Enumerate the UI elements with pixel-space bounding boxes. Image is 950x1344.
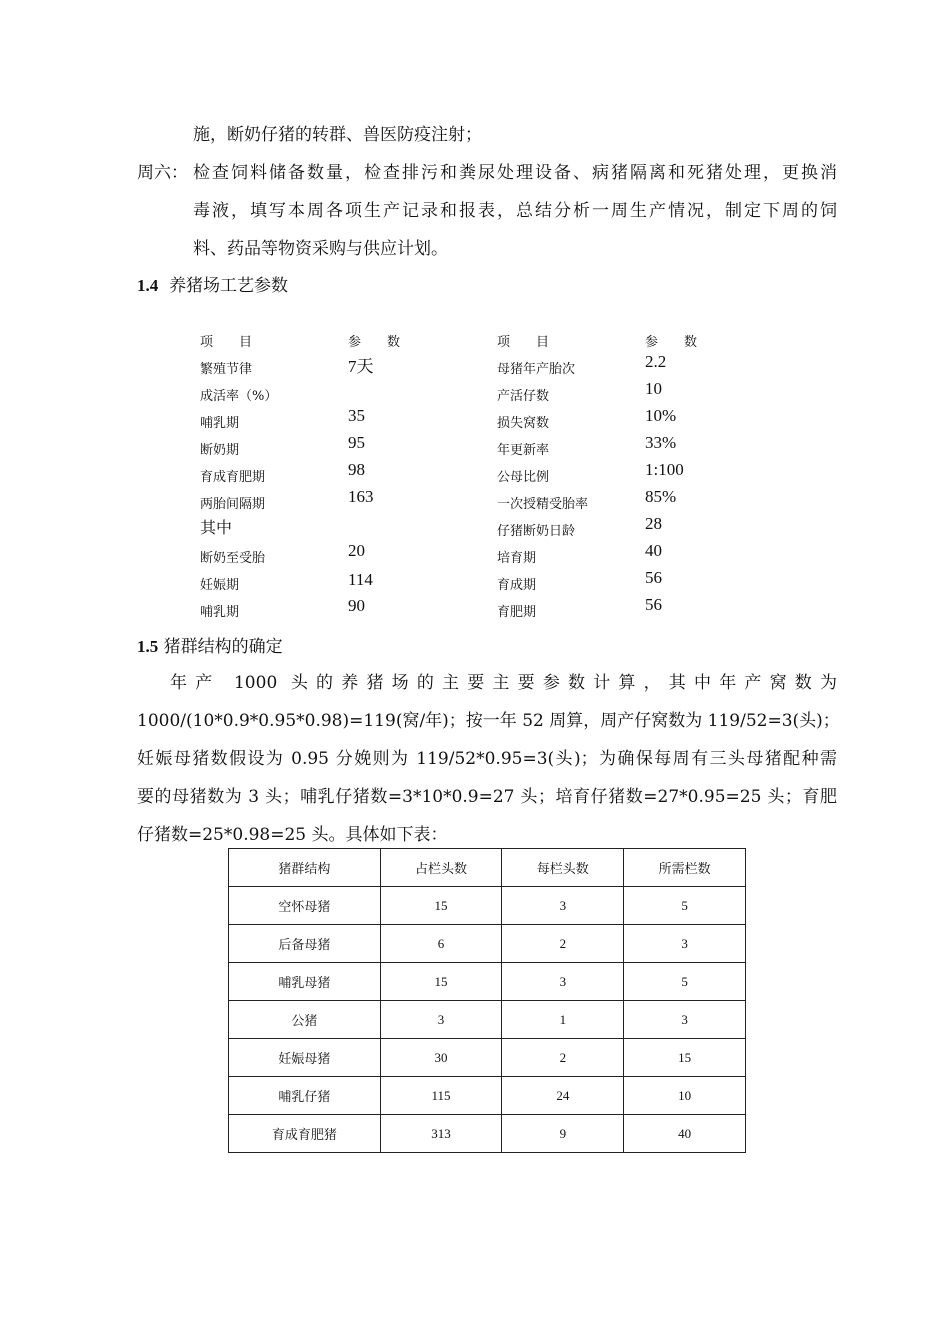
param-left-value: 35	[348, 406, 365, 425]
section-1-5-number: 1.5	[137, 637, 159, 656]
cell-per-pen: 3	[502, 963, 624, 1001]
cell-herd-type: 后备母猪	[229, 925, 381, 963]
section-1-5-heading	[137, 632, 283, 657]
param-left-label: 断奶至受胎	[200, 551, 266, 566]
param-header-value-right: 参 数	[645, 335, 698, 350]
section-1-4-heading	[137, 271, 288, 296]
cell-occupancy: 15	[380, 887, 502, 925]
para-line-2: 1000/(10*0.9*0.95*0.98)=119(窝/年)；按一年 52 周算，周产仔窝数为 119/52=3(头)；	[137, 711, 840, 731]
table-row	[229, 1077, 746, 1115]
saturday-line-1: 检查饲料储备数量，检查排污和粪尿处理设备、病猪隔离和死猪处理，更换消	[193, 163, 837, 183]
param-left-label: 其中	[200, 518, 233, 537]
cell-occupancy: 15	[380, 963, 502, 1001]
cell-herd-type: 育成育肥猪	[229, 1115, 381, 1153]
param-right-label: 公母比例	[497, 470, 550, 485]
cell-occupancy: 115	[380, 1077, 502, 1115]
header-pens-needed: 所需栏数	[624, 849, 746, 887]
cell-occupancy: 313	[380, 1115, 502, 1153]
table-row	[229, 1115, 746, 1153]
param-header-value-left: 参 数	[348, 335, 401, 350]
param-right-label: 培育期	[497, 551, 537, 566]
param-right-value: 1:100	[645, 460, 684, 479]
cell-herd-type: 哺乳母猪	[229, 963, 381, 1001]
header-per-pen: 每栏头数	[502, 849, 624, 887]
param-left-label: 成活率（%）	[200, 389, 278, 404]
section-1-4-title: 养猪场工艺参数	[169, 276, 289, 296]
para-line-1: 年产 1000 头的养猪场的主要主要参数计算，其中年产窝数为	[170, 673, 837, 693]
param-header-item-left: 项 目	[200, 335, 253, 350]
cell-pens-needed: 40	[624, 1115, 746, 1153]
herd-structure-table	[228, 848, 746, 1153]
cell-occupancy: 3	[380, 1001, 502, 1039]
cell-per-pen: 1	[502, 1001, 624, 1039]
param-right-value: 28	[645, 514, 662, 533]
param-right-value: 10	[645, 379, 662, 398]
header-herd-structure: 猪群结构	[229, 849, 381, 887]
section-1-5-title: 猪群结构的确定	[163, 637, 283, 657]
param-left-label: 妊娠期	[200, 578, 240, 593]
cell-per-pen: 2	[502, 1039, 624, 1077]
param-right-value: 10%	[645, 406, 677, 425]
cell-herd-type: 哺乳仔猪	[229, 1077, 381, 1115]
cell-herd-type: 空怀母猪	[229, 887, 381, 925]
param-left-label: 断奶期	[200, 443, 240, 458]
param-left-value: 7天	[348, 357, 374, 376]
cell-pens-needed: 3	[624, 1001, 746, 1039]
cell-pens-needed: 10	[624, 1077, 746, 1115]
cell-herd-type: 公猪	[229, 1001, 381, 1039]
param-right-label: 育成期	[497, 578, 537, 593]
table-row	[229, 887, 746, 925]
cell-per-pen: 2	[502, 925, 624, 963]
param-left-value: 98	[348, 460, 365, 479]
saturday-line-3: 料、药品等物资采购与供应计划。	[193, 239, 448, 259]
para-line-5: 仔猪数=25*0.98=25 头。具体如下表：	[137, 825, 448, 845]
cell-per-pen: 9	[502, 1115, 624, 1153]
param-right-value: 33%	[645, 433, 677, 452]
cell-per-pen: 24	[502, 1077, 624, 1115]
param-right-label: 育肥期	[497, 605, 537, 620]
param-right-label: 产活仔数	[497, 389, 550, 404]
param-right-value: 56	[645, 568, 662, 587]
param-right-label: 母猪年产胎次	[497, 362, 576, 377]
param-right-value: 56	[645, 595, 662, 614]
cell-occupancy: 30	[380, 1039, 502, 1077]
section-1-4-number: 1.4	[137, 276, 159, 295]
param-left-value: 95	[348, 433, 365, 452]
param-right-label: 一次授精受胎率	[497, 497, 589, 512]
cell-per-pen: 3	[502, 887, 624, 925]
param-right-value: 2.2	[645, 352, 667, 371]
table-row	[229, 925, 746, 963]
param-left-value: 20	[348, 541, 365, 560]
param-left-value: 163	[348, 487, 374, 506]
table-row	[229, 963, 746, 1001]
table-header-row	[229, 849, 746, 887]
param-right-label: 年更新率	[497, 443, 550, 458]
param-left-label: 哺乳期	[200, 416, 240, 431]
param-header-item-right: 项 目	[497, 335, 550, 350]
saturday-line-2: 毒液，填写本周各项生产记录和报表，总结分析一周生产情况，制定下周的饲	[193, 201, 837, 221]
cell-pens-needed: 5	[624, 887, 746, 925]
param-left-value: 114	[348, 570, 373, 589]
cell-pens-needed: 15	[624, 1039, 746, 1077]
saturday-label: 周六：	[137, 163, 188, 183]
param-right-value: 85%	[645, 487, 677, 506]
param-left-label: 哺乳期	[200, 605, 240, 620]
param-left-label: 繁殖节律	[200, 362, 253, 377]
para-line-3: 妊娠母猪数假设为 0.95 分娩则为 119/52*0.95=3(头)；为确保每周有三头母猪配种需	[137, 749, 837, 769]
param-left-value: 90	[348, 596, 365, 615]
cell-occupancy: 6	[380, 925, 502, 963]
header-pen-occupancy: 占栏头数	[380, 849, 502, 887]
param-left-label: 育成育肥期	[200, 470, 266, 485]
intro-line-1: 施，断奶仔猪的转群、兽医防疫注射；	[193, 125, 482, 145]
cell-pens-needed: 5	[624, 963, 746, 1001]
table-row	[229, 1039, 746, 1077]
param-right-value: 40	[645, 541, 662, 560]
cell-herd-type: 妊娠母猪	[229, 1039, 381, 1077]
cell-pens-needed: 3	[624, 925, 746, 963]
param-right-label: 仔猪断奶日龄	[497, 524, 576, 539]
table-row	[229, 1001, 746, 1039]
param-right-label: 损失窝数	[497, 416, 550, 431]
param-left-label: 两胎间隔期	[200, 497, 266, 512]
para-line-4: 要的母猪数为 3 头；哺乳仔猪数=3*10*0.9=27 头；培育仔猪数=27*0.95=25 头；育肥	[137, 787, 837, 807]
